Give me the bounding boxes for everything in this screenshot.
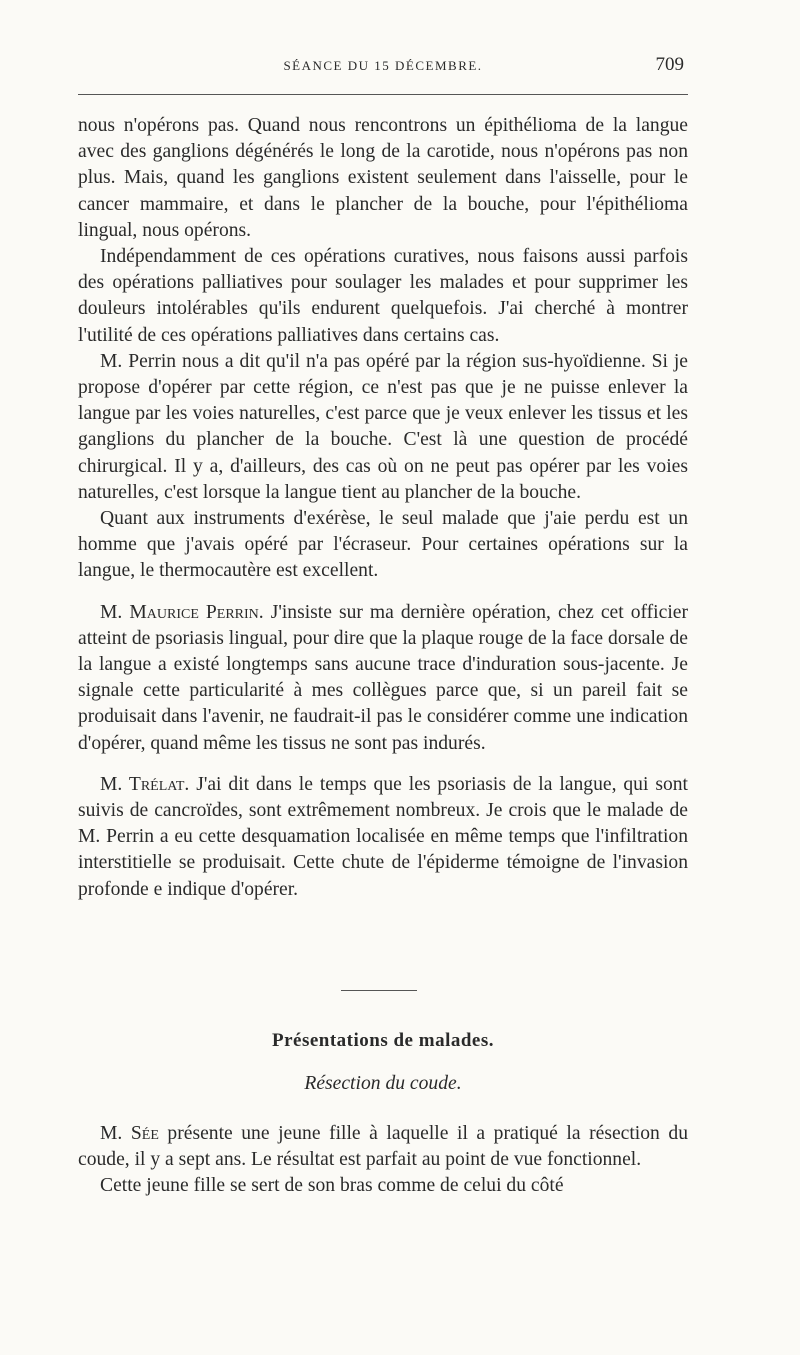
header-rule — [78, 94, 688, 95]
paragraph: M. Perrin nous a dit qu'il n'a pas opéré par la région sus-hyoïdienne. Si je propose d'opérer par cette région, ce n'est pas que je ne puisse enlever la langue par les voies naturelles, c'est parce que je veux enlever les tissus et les ganglions du plancher de la bouche. C'est là une question de procédé chirurgical. Il y a, d'ailleurs, des cas où on ne peut pas opérer par les voies naturelles, c'est lorsque la langue tient au plancher de la bouche. — [78, 350, 688, 503]
speaker-name: M. Maurice Perrin. — [100, 601, 264, 623]
speech-text: présente une jeune fille à laquelle il a pratiqué la résection du coude, il y a sept ans. Le résultat est parfait au point de vue fonctionnel. — [78, 1123, 688, 1171]
main-text — [78, 113, 688, 903]
section-title: Présentations de malades. — [271, 1030, 494, 1051]
running-head: SÉANCE DU 15 DÉCEMBRE. — [283, 58, 483, 73]
speech-trelat — [78, 772, 688, 903]
section-text — [78, 1121, 688, 1200]
paragraph: Indépendamment de ces opérations curatives, nous faisons aussi parfois des opérations palliatives pour soulager les malades et pour supprimer les douleurs intolérables qu'ils endurent quelquefois. J'ai cherché à montrer l'utilité de ces opérations palliatives dans certains cas. — [78, 246, 688, 346]
page-header — [78, 54, 688, 82]
speaker-name: M. Trélat. — [100, 773, 190, 795]
page-number: 709 — [655, 54, 684, 75]
section-separator — [341, 990, 417, 991]
speech-see — [78, 1121, 688, 1173]
speaker-name: M. Sée — [100, 1123, 159, 1144]
paragraph: Cette jeune fille se sert de son bras comme de celui du côté — [100, 1175, 564, 1197]
subsection-title: Résection du coude. — [304, 1073, 462, 1094]
paragraph: Quant aux instruments d'exérèse, le seul malade que j'aie perdu est un homme que j'avais opéré par l'écraseur. Pour certaines opérations sur la langue, le thermocautère est excellent. — [78, 508, 688, 582]
paragraph: nous n'opérons pas. Quand nous rencontrons un épithélioma de la langue avec des ganglions dégénérés le long de la carotide, nous n'opérons pas non plus. Mais, quand les ganglions existent seulement dans l'aisselle, pour le cancer mammaire, et dans le plancher de la bouche, pour l'épithélioma lingual, nous opérons. — [78, 115, 688, 241]
speech-text: J'insiste sur ma dernière opération, chez cet officier atteint de psoriasis lingual, pour dire que la plaque rouge de la face dorsale de la langue a existé longtemps sans aucune trace d'induration sous-jacente. Je signale cette particularité à mes collègues parce que, si un pareil fait se produisait dans l'avenir, ne faudrait-il pas le considérer comme une indication d'opérer, quand même les tissus ne sont pas indurés. — [78, 601, 688, 754]
speech-text: J'ai dit dans le temps que les psoriasis de la langue, qui sont suivis de cancroïdes, sont extrêmement nombreux. Je crois que le malade de M. Perrin a eu cette desquamation localisée en même temps que l'infiltration interstitielle se produisait. Cette chute de l'épiderme témoigne de l'invasion profonde e indique d'opérer. — [78, 773, 688, 900]
speech-perrin — [78, 600, 688, 757]
